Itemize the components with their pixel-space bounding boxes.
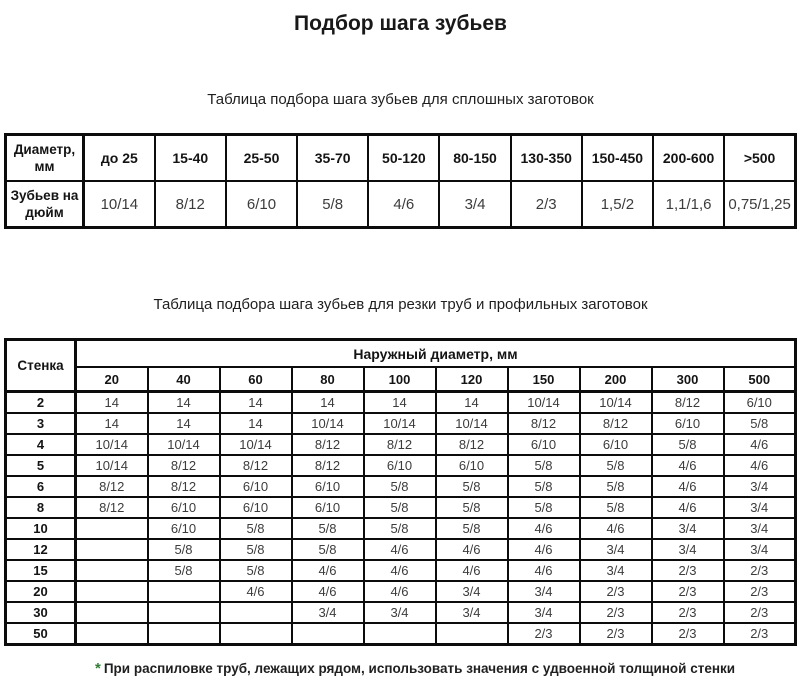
table-cell: 6/10 (292, 476, 364, 497)
table-cell: 3/4 (652, 518, 724, 539)
table-cell: 2/3 (511, 181, 582, 228)
table-row (6, 413, 796, 434)
table-cell: 5/8 (436, 497, 508, 518)
table-cell: 2/3 (724, 581, 796, 602)
row-header-wall: 10 (6, 518, 76, 539)
table-cell: 4/6 (508, 539, 580, 560)
table-cell: 5/8 (580, 497, 652, 518)
table-cell: 4/6 (364, 560, 436, 581)
table-cell: 6/10 (724, 392, 796, 414)
table-cell: 14 (436, 392, 508, 414)
column-header: 40 (148, 367, 220, 392)
table-cell: 5/8 (508, 497, 580, 518)
table-cell: 4/6 (436, 560, 508, 581)
pipe-profile-table (4, 338, 797, 646)
table2-caption: Таблица подбора шага зубьев для резки труб и профильных заготовок (153, 296, 648, 313)
table-cell: 4/6 (364, 581, 436, 602)
table-row (6, 181, 796, 228)
table-cell: 4/6 (652, 497, 724, 518)
column-header: 120 (436, 367, 508, 392)
table-cell (76, 602, 148, 623)
table-cell: 4/6 (292, 581, 364, 602)
table-cell: 5/8 (364, 497, 436, 518)
table-cell: 6/10 (226, 181, 297, 228)
table-cell: 10/14 (84, 181, 155, 228)
table-cell: 10/14 (220, 434, 292, 455)
table-cell (148, 581, 220, 602)
table-cell: 10/14 (148, 434, 220, 455)
row-header-teeth: Зубьев на дюйм (6, 181, 84, 228)
table-row (6, 367, 796, 392)
table-cell: 3/4 (580, 539, 652, 560)
group-header-outer-diameter: Наружный диаметр, мм (76, 340, 796, 368)
table-cell: 3/4 (436, 602, 508, 623)
table-cell: 8/12 (580, 413, 652, 434)
column-header: 80 (292, 367, 364, 392)
row-header-wall: 12 (6, 539, 76, 560)
table1-caption: Таблица подбора шага зубьев для сплошных заготовок (207, 91, 594, 108)
table-row (6, 392, 796, 414)
table-cell: 2/3 (508, 623, 580, 645)
table-cell: 4/6 (292, 560, 364, 581)
table-row (6, 340, 796, 368)
table-cell: 5/8 (297, 181, 368, 228)
table-cell: 8/12 (155, 181, 226, 228)
table-cell: 6/10 (148, 497, 220, 518)
table-row (6, 623, 796, 645)
table-cell: 2/3 (652, 581, 724, 602)
footnote-asterisk: * (95, 660, 101, 677)
row-header-wall: 20 (6, 581, 76, 602)
column-header: 150 (508, 367, 580, 392)
table-cell: 5/8 (436, 518, 508, 539)
column-header: 15-40 (155, 135, 226, 182)
table-cell: 3/4 (580, 560, 652, 581)
table-cell: 10/14 (76, 455, 148, 476)
column-header: 200 (580, 367, 652, 392)
table-cell: 3/4 (436, 581, 508, 602)
row-header-wall: 30 (6, 602, 76, 623)
table-cell: 5/8 (220, 560, 292, 581)
table-cell: 5/8 (292, 518, 364, 539)
footnote (95, 660, 801, 677)
table-cell: 6/10 (148, 518, 220, 539)
table-cell: 4/6 (652, 455, 724, 476)
column-header: 300 (652, 367, 724, 392)
table-cell: 4/6 (724, 455, 796, 476)
table-cell: 8/12 (76, 497, 148, 518)
table-cell: 5/8 (436, 476, 508, 497)
table-cell: 10/14 (292, 413, 364, 434)
table-row (6, 602, 796, 623)
table-cell: 3/4 (724, 518, 796, 539)
table-cell (148, 602, 220, 623)
column-header: 20 (76, 367, 148, 392)
table-cell: 4/6 (220, 581, 292, 602)
table-cell: 3/4 (439, 181, 510, 228)
table-cell: 10/14 (580, 392, 652, 414)
table-cell: 3/4 (724, 476, 796, 497)
table-cell: 14 (364, 392, 436, 414)
table-cell (76, 623, 148, 645)
table-cell: 8/12 (508, 413, 580, 434)
table-cell: 5/8 (292, 539, 364, 560)
table-cell: 0,75/1,25 (724, 181, 795, 228)
table-cell (220, 602, 292, 623)
table-cell (76, 518, 148, 539)
table-cell: 4/6 (364, 539, 436, 560)
column-header: 200-600 (653, 135, 724, 182)
table-cell: 4/6 (724, 434, 796, 455)
table-cell: 14 (220, 392, 292, 414)
table-cell: 5/8 (148, 539, 220, 560)
page-title: Подбор шага зубьев (294, 12, 507, 35)
table-cell: 5/8 (724, 413, 796, 434)
table-cell: 4/6 (508, 560, 580, 581)
table-cell: 14 (148, 413, 220, 434)
table-cell: 3/4 (508, 581, 580, 602)
table-cell: 5/8 (580, 455, 652, 476)
table-cell (292, 623, 364, 645)
table-cell: 8/12 (148, 476, 220, 497)
footnote-text: При распиловке труб, лежащих рядом, использовать значения с удвоенной толщиной стенки (103, 661, 736, 676)
table-cell (76, 560, 148, 581)
table-cell: 14 (292, 392, 364, 414)
table-cell (76, 539, 148, 560)
table-row (6, 476, 796, 497)
column-header: 500 (724, 367, 796, 392)
row-header-diameter: Диаметр, мм (6, 135, 84, 182)
table-cell: 8/12 (76, 476, 148, 497)
table-cell: 6/10 (220, 476, 292, 497)
table-cell: 5/8 (364, 476, 436, 497)
table-cell (76, 581, 148, 602)
table-cell: 10/14 (364, 413, 436, 434)
table-cell: 8/12 (364, 434, 436, 455)
column-header: 60 (220, 367, 292, 392)
table-cell: 3/4 (724, 497, 796, 518)
column-header: 25-50 (226, 135, 297, 182)
table-cell (220, 623, 292, 645)
table-cell: 6/10 (508, 434, 580, 455)
table-cell: 10/14 (436, 413, 508, 434)
table-cell: 2/3 (724, 560, 796, 581)
row-header-wall: 4 (6, 434, 76, 455)
row-header-wall: 6 (6, 476, 76, 497)
column-header: 130-350 (511, 135, 582, 182)
table-row (6, 581, 796, 602)
table-cell (436, 623, 508, 645)
table-cell: 3/4 (364, 602, 436, 623)
table-cell: 2/3 (580, 581, 652, 602)
table-cell: 10/14 (76, 434, 148, 455)
table-cell: 6/10 (652, 413, 724, 434)
table-cell: 6/10 (580, 434, 652, 455)
table-cell: 10/14 (508, 392, 580, 414)
table-cell: 6/10 (364, 455, 436, 476)
table-row (6, 455, 796, 476)
table-row (6, 434, 796, 455)
table-cell: 3/4 (292, 602, 364, 623)
table-cell: 8/12 (652, 392, 724, 414)
table-cell: 5/8 (652, 434, 724, 455)
table-cell: 4/6 (652, 476, 724, 497)
table-cell: 4/6 (580, 518, 652, 539)
table-cell (364, 623, 436, 645)
table-cell: 4/6 (508, 518, 580, 539)
table-cell: 8/12 (220, 455, 292, 476)
column-header: 150-450 (582, 135, 653, 182)
column-header: 50-120 (368, 135, 439, 182)
table-row (6, 497, 796, 518)
table-cell: 2/3 (724, 602, 796, 623)
table-cell: 2/3 (652, 560, 724, 581)
solid-workpiece-table (4, 133, 797, 229)
table-cell: 1,5/2 (582, 181, 653, 228)
table-cell: 5/8 (364, 518, 436, 539)
row-header-wall: 8 (6, 497, 76, 518)
column-header: 35-70 (297, 135, 368, 182)
table-row (6, 135, 796, 182)
table-cell: 2/3 (724, 623, 796, 645)
table-cell: 14 (76, 392, 148, 414)
table-row (6, 560, 796, 581)
table-row (6, 518, 796, 539)
table-cell: 4/6 (368, 181, 439, 228)
table-cell: 2/3 (580, 623, 652, 645)
row-header-wall: 2 (6, 392, 76, 414)
table-cell: 4/6 (436, 539, 508, 560)
table-cell: 5/8 (580, 476, 652, 497)
table-cell: 1,1/1,6 (653, 181, 724, 228)
row-header-wall: 15 (6, 560, 76, 581)
column-header: 80-150 (439, 135, 510, 182)
table-cell: 2/3 (580, 602, 652, 623)
table-cell: 6/10 (292, 497, 364, 518)
column-header: 100 (364, 367, 436, 392)
table-cell: 8/12 (292, 455, 364, 476)
table-cell: 6/10 (436, 455, 508, 476)
table-cell: 8/12 (436, 434, 508, 455)
table-cell: 14 (148, 392, 220, 414)
table-cell: 5/8 (220, 518, 292, 539)
row-header-wall: 3 (6, 413, 76, 434)
row-header-wall: 50 (6, 623, 76, 645)
table-cell: 5/8 (508, 455, 580, 476)
table-cell (148, 623, 220, 645)
row-header-wall: 5 (6, 455, 76, 476)
table-cell: 8/12 (148, 455, 220, 476)
table-cell: 3/4 (652, 539, 724, 560)
column-header: до 25 (84, 135, 155, 182)
table-cell: 2/3 (652, 602, 724, 623)
table-cell: 14 (76, 413, 148, 434)
table-cell: 5/8 (508, 476, 580, 497)
table-cell: 3/4 (508, 602, 580, 623)
table-cell: 5/8 (220, 539, 292, 560)
table-cell: 14 (220, 413, 292, 434)
table-cell: 6/10 (220, 497, 292, 518)
table-cell: 8/12 (292, 434, 364, 455)
table-cell: 3/4 (724, 539, 796, 560)
table-row (6, 539, 796, 560)
corner-header-wall: Стенка (6, 340, 76, 392)
column-header: >500 (724, 135, 795, 182)
table-cell: 2/3 (652, 623, 724, 645)
table-cell: 5/8 (148, 560, 220, 581)
